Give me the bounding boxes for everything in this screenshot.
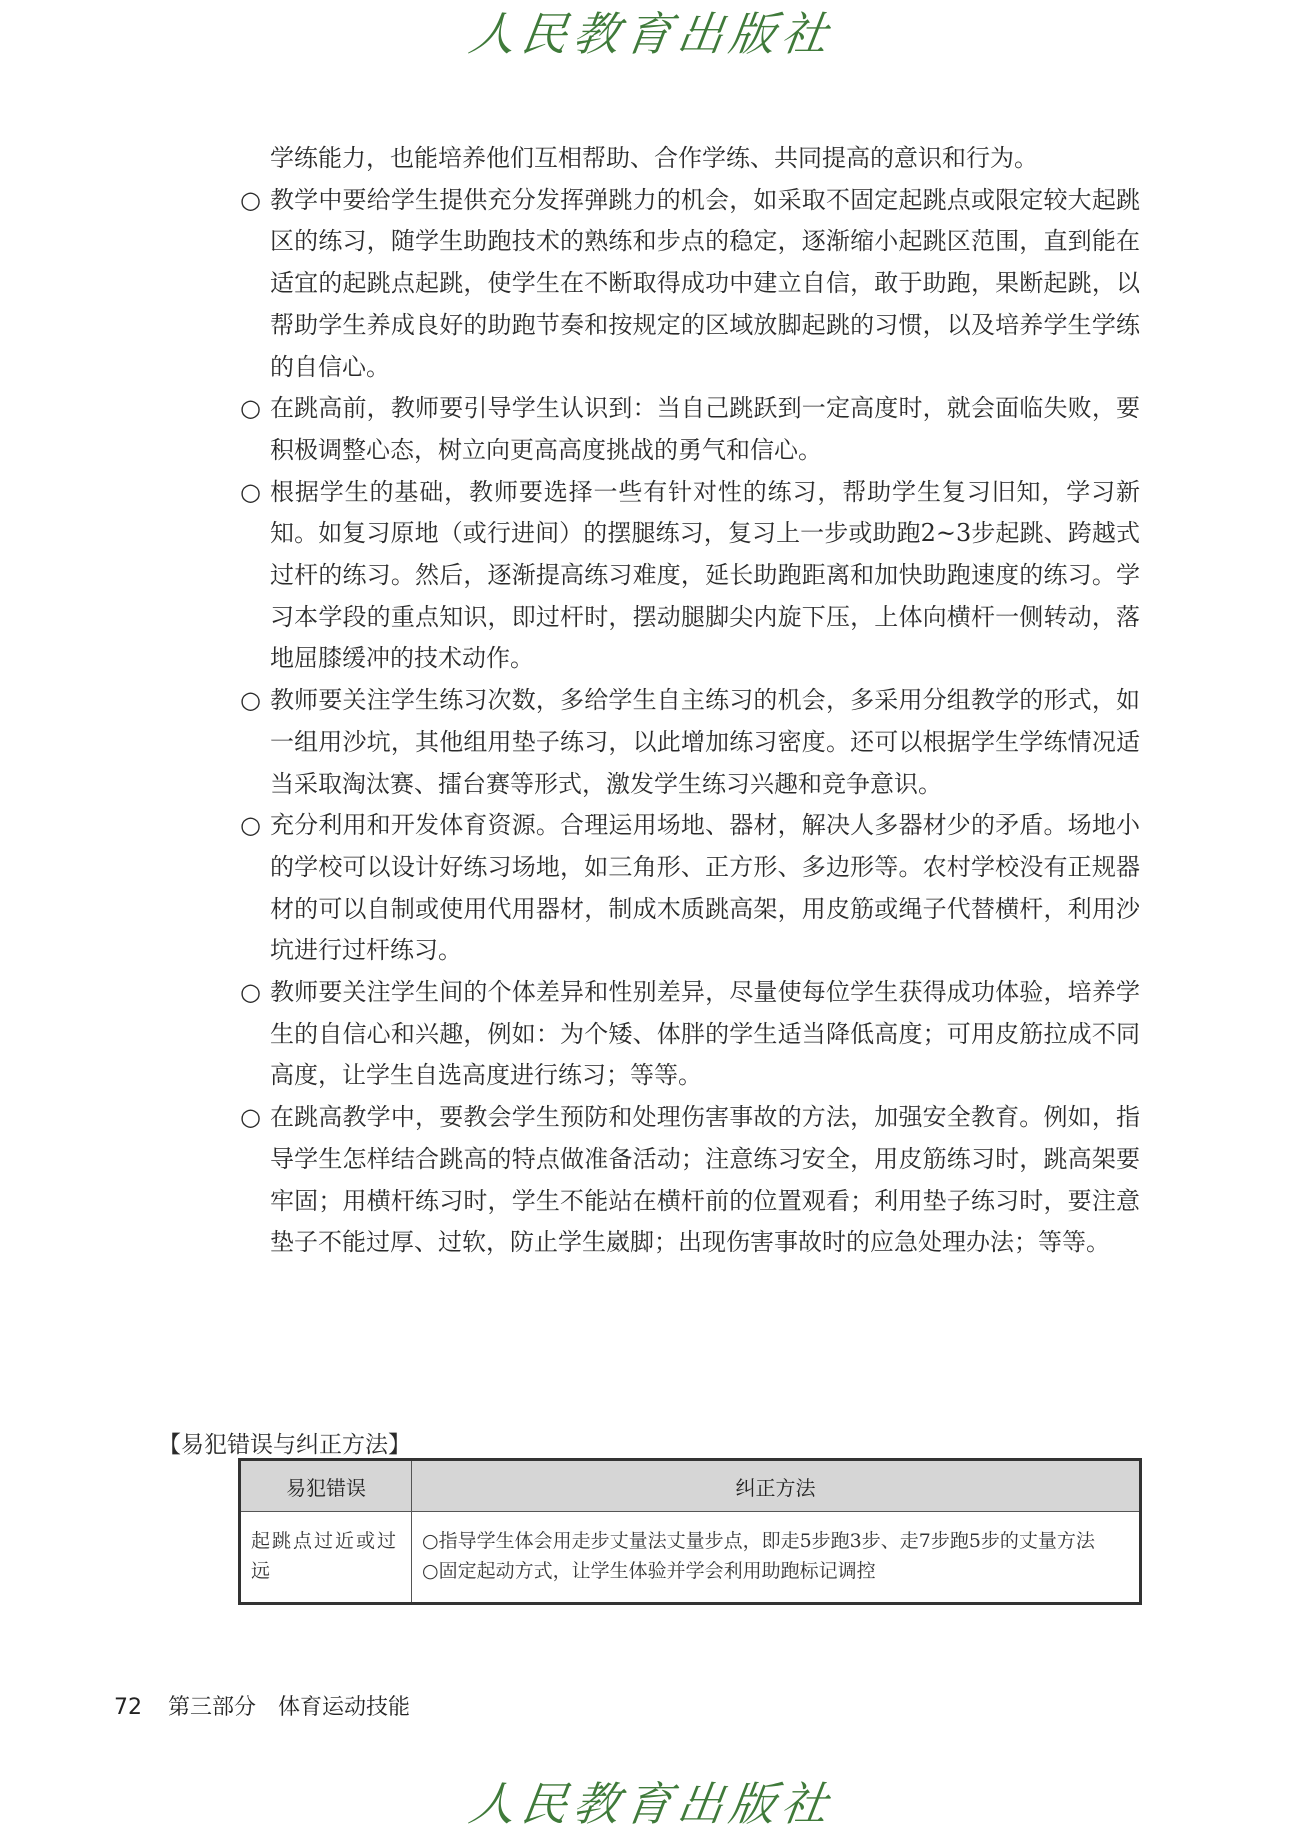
paragraph-text: 教师要关注学生间的个体差异和性别差异，尽量使每位学生获得成功体验，培养学生的自信心和兴趣，例如：为个矮、体胖的学生适当降低高度；可用皮筋拉成不同高度，让学生自选高度进行练习；等等。 xyxy=(270,978,1140,1090)
paragraph-text: 在跳高教学中，要教会学生预防和处理伤害事故的方法，加强安全教育。例如，指导学生怎样结合跳高的特点做准备活动；注意练习安全，用皮筋练习时，跳高架要牢固；用横杆练习时，学生不能站在横杆前的位置观看；利用垫子练习时，要注意垫子不能过厚、过软，防止学生崴脚；出现伤害事故时的应急处理办法；等等。 xyxy=(270,1103,1140,1257)
table-row xyxy=(240,1512,1141,1604)
bullet-paragraph xyxy=(240,680,1140,805)
bullet-paragraph xyxy=(240,472,1140,681)
body-text xyxy=(240,138,1140,1264)
column-header-method: 纠正方法 xyxy=(412,1460,1141,1512)
circle-bullet-icon: ○ xyxy=(240,978,261,1007)
paragraph-text: 教师要关注学生练习次数，多给学生自主练习的机会，多采用分组教学的形式，如一组用沙坑，其他组用垫子练习，以此增加练习密度。还可以根据学生学练情况适当采取淘汰赛、擂台赛等形式，激发学生练习兴趣和竞争意识。 xyxy=(270,686,1140,798)
method-item: ○指导学生体会用走步丈量法丈量步点，即走5步跑3步、走7步跑5步的丈量方法 xyxy=(422,1530,1095,1552)
paragraph-continued xyxy=(240,138,1140,180)
circle-bullet-icon: ○ xyxy=(240,394,261,423)
column-header-error: 易犯错误 xyxy=(240,1460,412,1512)
section-title: 【易犯错误与纠正方法】 xyxy=(158,1432,411,1458)
circle-bullet-icon: ○ xyxy=(240,1103,261,1132)
page-number: 72 xyxy=(114,1695,142,1720)
paragraph-text: 教学中要给学生提供充分发挥弹跳力的机会，如采取不固定起跳点或限定较大起跳区的练习，随学生助跑技术的熟练和步点的稳定，逐渐缩小起跳区范围，直到能在适宜的起跳点起跳，使学生在不断取得成功中建立自信，敢于助跑，果断起跳，以帮助学生养成良好的助跑节奏和按规定的区域放脚起跳的习惯，以及培养学生学练的自信心。 xyxy=(270,185,1140,381)
bullet-paragraph xyxy=(240,805,1140,972)
footer-section: 第三部分 体育运动技能 xyxy=(168,1695,411,1720)
circle-bullet-icon: ○ xyxy=(240,185,261,214)
error-cell: 起跳点过近或过远 xyxy=(240,1512,412,1604)
error-correction-table xyxy=(238,1458,1142,1605)
publisher-logo-bottom: 人民教育出版社 xyxy=(465,1777,838,1831)
paragraph-text: 根据学生的基础，教师要选择一些有针对性的练习，帮助学生复习旧知，学习新知。如复习原地（或行进间）的摆腿练习，复习上一步或助跑2~3步起跳、跨越式过杆的练习。然后，逐渐提高练习难度，延长助跑距离和加快助跑速度的练习。学习本学段的重点知识，即过杆时，摆动腿脚尖内旋下压，上体向横杆一侧转动，落地屈膝缓冲的技术动作。 xyxy=(270,477,1140,673)
page-footer xyxy=(114,1690,410,1721)
circle-bullet-icon: ○ xyxy=(240,811,261,840)
bullet-paragraph xyxy=(240,180,1140,389)
paragraph-text: 学练能力，也能培养他们互相帮助、合作学练、共同提高的意识和行为。 xyxy=(270,144,1038,172)
publisher-logo-top: 人民教育出版社 xyxy=(465,7,838,61)
bullet-paragraph xyxy=(240,388,1140,471)
table-header-row xyxy=(240,1460,1141,1512)
paragraph-text: 在跳高前，教师要引导学生认识到：当自己跳跃到一定高度时，就会面临失败，要积极调整心态，树立向更高高度挑战的勇气和信心。 xyxy=(270,394,1140,464)
circle-bullet-icon: ○ xyxy=(240,686,261,715)
paragraph-text: 充分利用和开发体育资源。合理运用场地、器材，解决人多器材少的矛盾。场地小的学校可以设计好练习场地，如三角形、正方形、多边形等。农村学校没有正规器材的可以自制或使用代用器材，制成木质跳高架，用皮筋或绳子代替横杆，利用沙坑进行过杆练习。 xyxy=(270,811,1140,965)
circle-bullet-icon: ○ xyxy=(240,477,261,506)
bullet-paragraph xyxy=(240,1097,1140,1264)
bullet-paragraph xyxy=(240,972,1140,1097)
method-item: ○固定起动方式，让学生体验并学会利用助跑标记调控 xyxy=(422,1560,876,1582)
method-cell xyxy=(412,1512,1141,1604)
